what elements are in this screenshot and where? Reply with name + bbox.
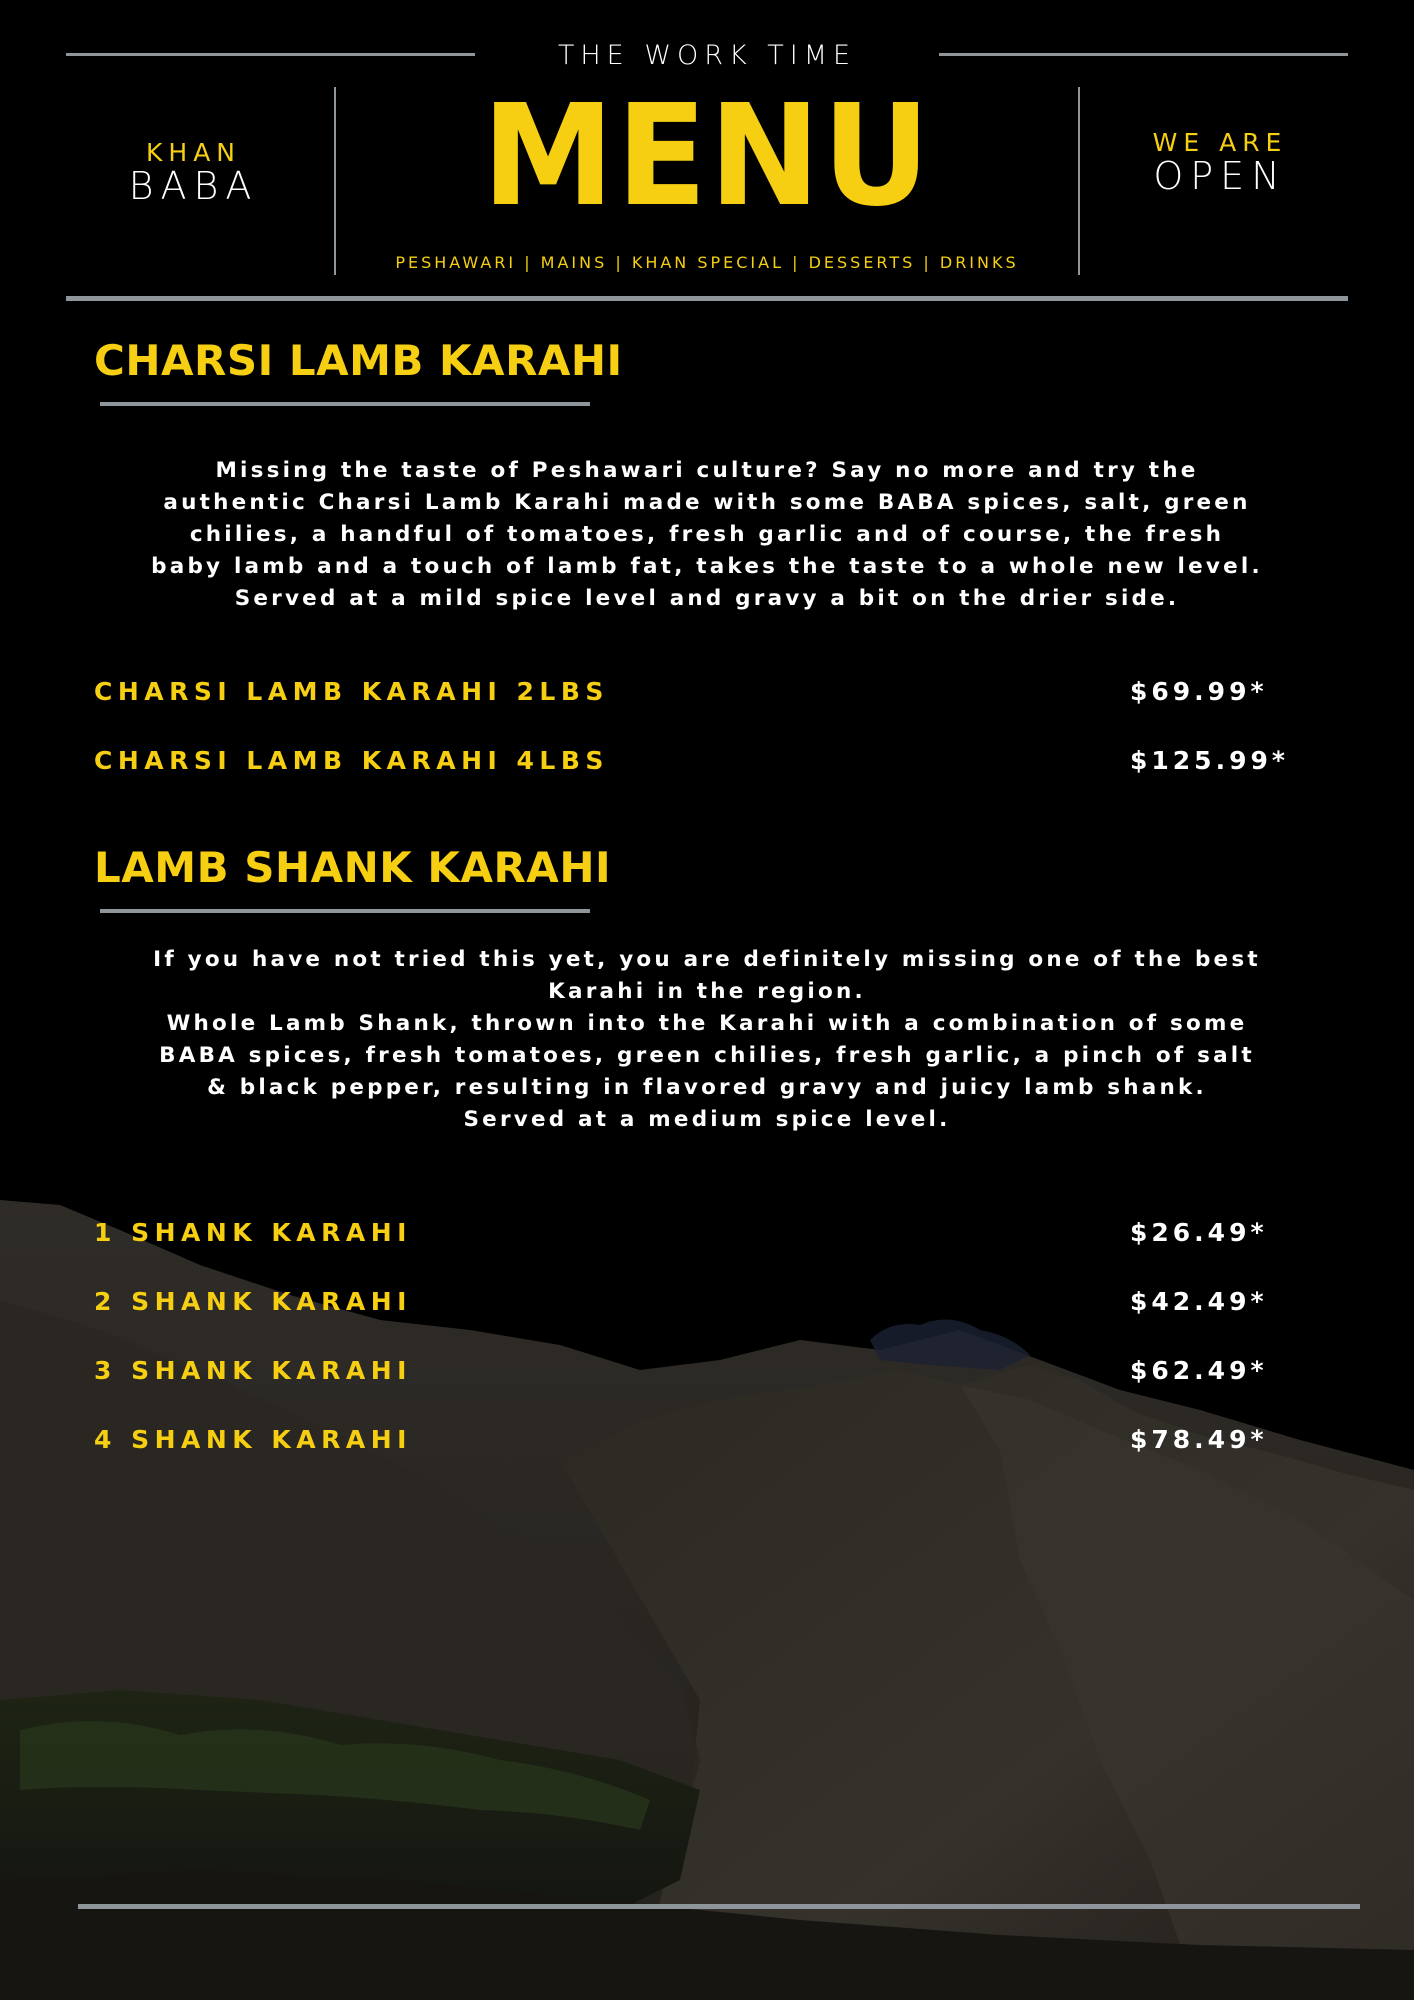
header-bottom-rule [66,296,1348,301]
menu-item-price: $78.49* [1130,1425,1268,1454]
status-top: WE ARE [1152,128,1288,157]
description-line: Served at a medium spice level. [463,1107,951,1132]
section-title-shank: LAMB SHANK KARAHI [94,843,612,892]
menu-item-name: 4 SHANK KARAHI [94,1425,412,1454]
page-title: MENU [481,75,933,238]
description-line: Karahi in the region. [548,979,866,1004]
menu-item-price: $69.99* [1130,677,1268,706]
brand-top: KHAN [146,138,241,167]
description-line: & black pepper, resulting in flavored gravy and juicy lamb shank. [207,1075,1207,1100]
section-description-shank [90,944,1324,1136]
section-title-charsi: CHARSI LAMB KARAHI [94,336,623,385]
description-line: chilies, a handful of tomatoes, fresh garlic and of course, the fresh [189,522,1225,547]
menu-item-price: $125.99* [1130,746,1289,775]
header-subtitle: THE WORK TIME [557,40,857,71]
status-bottom: OPEN [1153,154,1287,198]
menu-item-name: 2 SHANK KARAHI [94,1287,412,1316]
menu-item-name: 3 SHANK KARAHI [94,1356,412,1385]
description-line: If you have not tried this yet, you are definitely missing one of the best [153,947,1261,972]
menu-item-price: $62.49* [1130,1356,1268,1385]
section-description-charsi [90,455,1324,615]
description-line: BABA spices, fresh tomatoes, green chilies, fresh garlic, a pinch of salt [159,1043,1255,1068]
menu-item-name: CHARSI LAMB KARAHI 2LBS [94,677,609,706]
menu-item-name: CHARSI LAMB KARAHI 4LBS [94,746,609,775]
description-line: baby lamb and a touch of lamb fat, takes the taste to a whole new level. [151,554,1263,579]
footer-rule [78,1904,1360,1909]
menu-item-price: $26.49* [1130,1218,1268,1247]
description-line: Missing the taste of Peshawari culture? Say no more and try the [215,458,1199,483]
description-line: Whole Lamb Shank, thrown into the Karahi with a combination of some [166,1011,1248,1036]
menu-item-price: $42.49* [1130,1287,1268,1316]
description-line: Served at a mild spice level and gravy a bit on the drier side. [234,586,1180,611]
category-nav: PESHAWARI | MAINS | KHAN SPECIAL | DESSERTS | DRINKS [395,253,1019,272]
section-rule-shank [100,909,590,913]
brand-bottom: BABA [128,164,259,208]
menu-item-name: 1 SHANK KARAHI [94,1218,412,1247]
description-line: authentic Charsi Lamb Karahi made with some BABA spices, salt, green [163,490,1251,515]
section-rule-charsi [100,402,590,406]
